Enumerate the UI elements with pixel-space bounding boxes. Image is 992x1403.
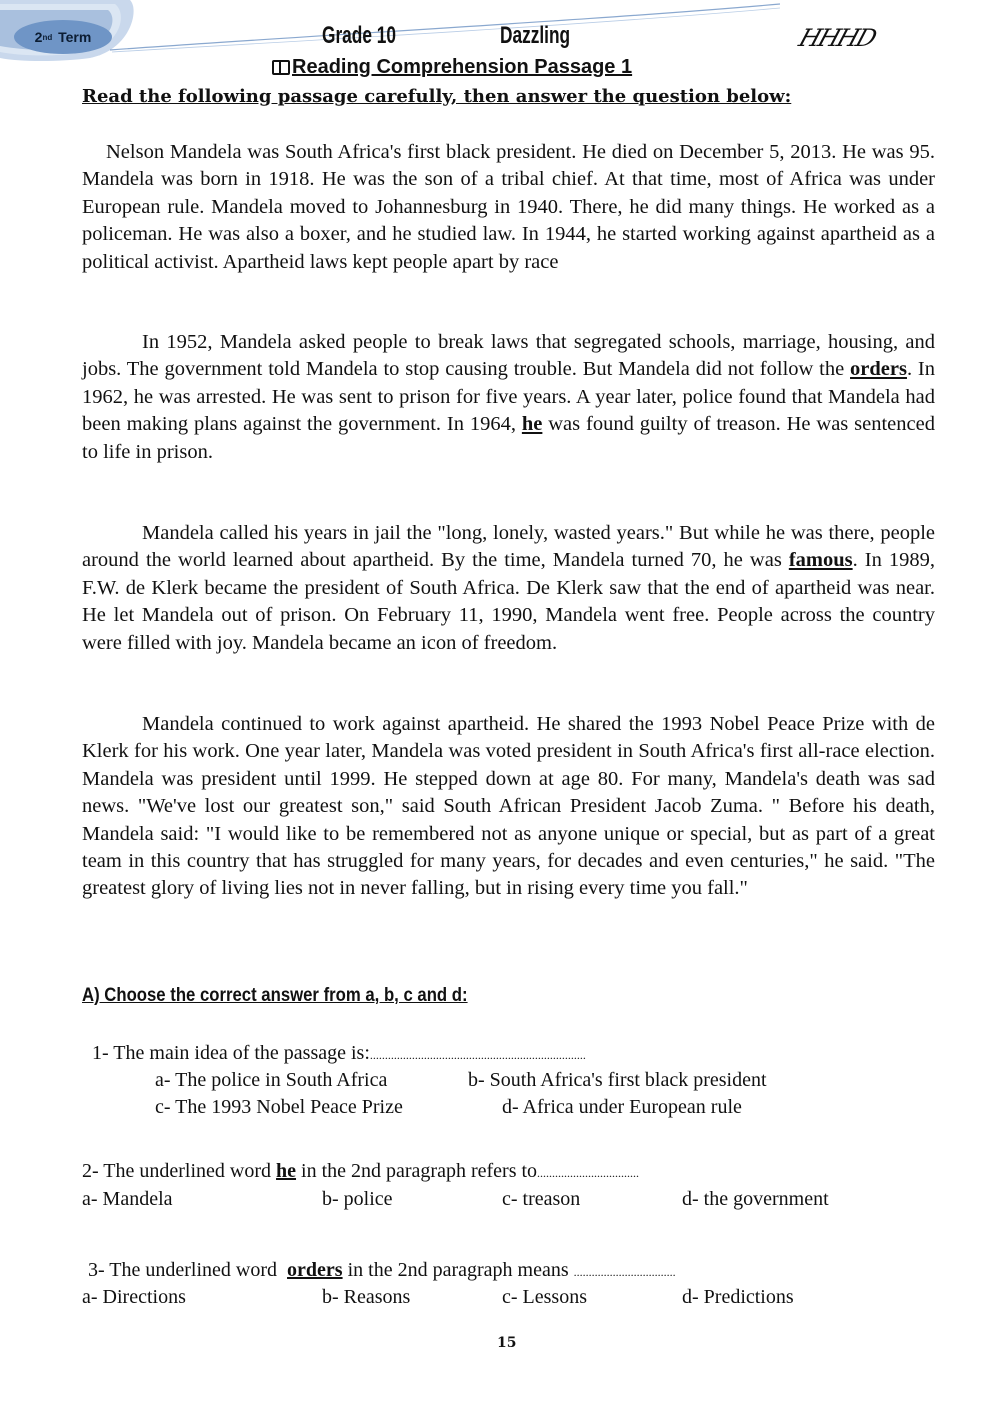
question-3-text-a: 3- The underlined word [88, 1259, 288, 1281]
q1-option-a[interactable]: a- The police in South Africa [155, 1069, 388, 1091]
passage-title [272, 56, 632, 79]
answer-blank: .................................. [537, 1166, 640, 1180]
underlined-word-orders: orders [287, 1259, 343, 1281]
underlined-word-orders: orders [850, 358, 907, 381]
underlined-word-he: he [521, 413, 543, 436]
passage-title-text: Reading Comprehension Passage 1 [292, 56, 633, 78]
q3-option-c[interactable]: c- Lessons [502, 1286, 587, 1308]
underlined-word-famous: famous [788, 549, 853, 572]
section-a-title: A) Choose the correct answer from a, b, c and d: [82, 985, 468, 1006]
q1-option-b[interactable]: b- South Africa's first black president [468, 1069, 767, 1091]
grade-label: Grade 10 [322, 22, 396, 49]
paragraph-4: Mandela continued to work against apartheid. He shared the 1993 Nobel Peace Prize with de Klerk for his work. One year later, Mandela was voted president in South Africa's first all-race election. Mandela was president until 1999. He stepped down at age 80. For many, Mandela's death was sad news. "We've lost our greatest son," said South African President Jacob Zuma. " Before his death, Mandela said: "I would like to be remembered not as anyone unique or special, but as part of a great team in this country that has struggled for many years, for decades and even centuries," he said. "The greatest glory of living lies not in never falling, but in rising every time you fall." [82, 713, 935, 900]
paragraph-3-text-a: Mandela called his years in jail the "long, lonely, wasted years." But while he was there, people around the world learned about apartheid. By the time, Mandela turned 70, he was [82, 522, 935, 572]
q3-option-d[interactable]: d- Predictions [682, 1286, 794, 1308]
term-number: 2 [34, 29, 43, 45]
q2-option-c[interactable]: c- treason [502, 1188, 581, 1210]
q1-option-c[interactable]: c- The 1993 Nobel Peace Prize [155, 1096, 403, 1118]
paragraph-2-text-a: In 1952, Mandela asked people to break laws that segregated schools, marriage, housing, and jobs. The government told Mandela to stop causing trouble. But Mandela did not follow the [82, 331, 935, 381]
paragraph-3 [82, 520, 935, 657]
paragraph-2 [82, 329, 935, 466]
answer-blank: ........................................................................ [369, 1048, 586, 1062]
author-signature: HHHD [795, 24, 879, 52]
term-label: Term [58, 29, 92, 45]
question-3-stem [88, 1259, 676, 1282]
q3-option-a[interactable]: a- Directions [82, 1286, 186, 1308]
q2-option-d[interactable]: d- the government [682, 1188, 829, 1210]
q2-option-b[interactable]: b- police [322, 1188, 393, 1210]
underlined-word-he: he [276, 1160, 297, 1182]
q2-option-a[interactable]: a- Mandela [82, 1188, 173, 1210]
paragraph-3-text-b: . In 1989, F.W. de Klerk became the president of South Africa. De Klerk saw that the end of apartheid was near. He let Mandela out of prison. On February 11, 1990, Mandela went free. People across the country were filled with joy. Mandela became an icon of freedom. [82, 549, 935, 654]
question-1-stem [92, 1042, 586, 1065]
page-number: 15 [497, 1335, 517, 1351]
question-1-text: 1- The main idea of the passage is: [92, 1042, 370, 1064]
answer-blank: .................................. [573, 1265, 676, 1279]
q3-option-b[interactable]: b- Reasons [322, 1286, 411, 1308]
question-2-text-a: 2- The underlined word [82, 1160, 277, 1182]
q1-option-d[interactable]: d- Africa under European rule [502, 1096, 742, 1118]
paragraph-1: Nelson Mandela was South Africa's first black president. He died on December 5, 2013. He was 95. Mandela was born in 1918. He was the son of a tribal chief. At that time, most of Africa was under European rule. Mandela moved to Johannesburg in 1940. There, he did many things. He worked as a policeman. He was also a boxer, and he studied law. In 1944, he started working against apartheid as a political activist. Apartheid laws kept people apart by race [82, 141, 935, 273]
question-3-text-b: in the 2nd paragraph means [342, 1259, 574, 1281]
term-badge [14, 20, 112, 54]
question-2-text-b: in the 2nd paragraph refers to [296, 1160, 538, 1182]
instructions: Read the following passage carefully, then answer the question below: [82, 86, 792, 107]
term-suffix: nd [42, 32, 53, 42]
paragraph-2-text-c: was found guilty of treason. He was sentenced to life in prison. [82, 413, 935, 463]
brand-label: Dazzling [500, 22, 571, 49]
question-2-stem [82, 1160, 639, 1183]
paragraph-2-text-b: . In 1962, he was arrested. He was sent to prison for five years. A year later, police found that Mandela had been making plans against the government. In 1964, [82, 358, 936, 436]
book-icon [272, 60, 290, 75]
